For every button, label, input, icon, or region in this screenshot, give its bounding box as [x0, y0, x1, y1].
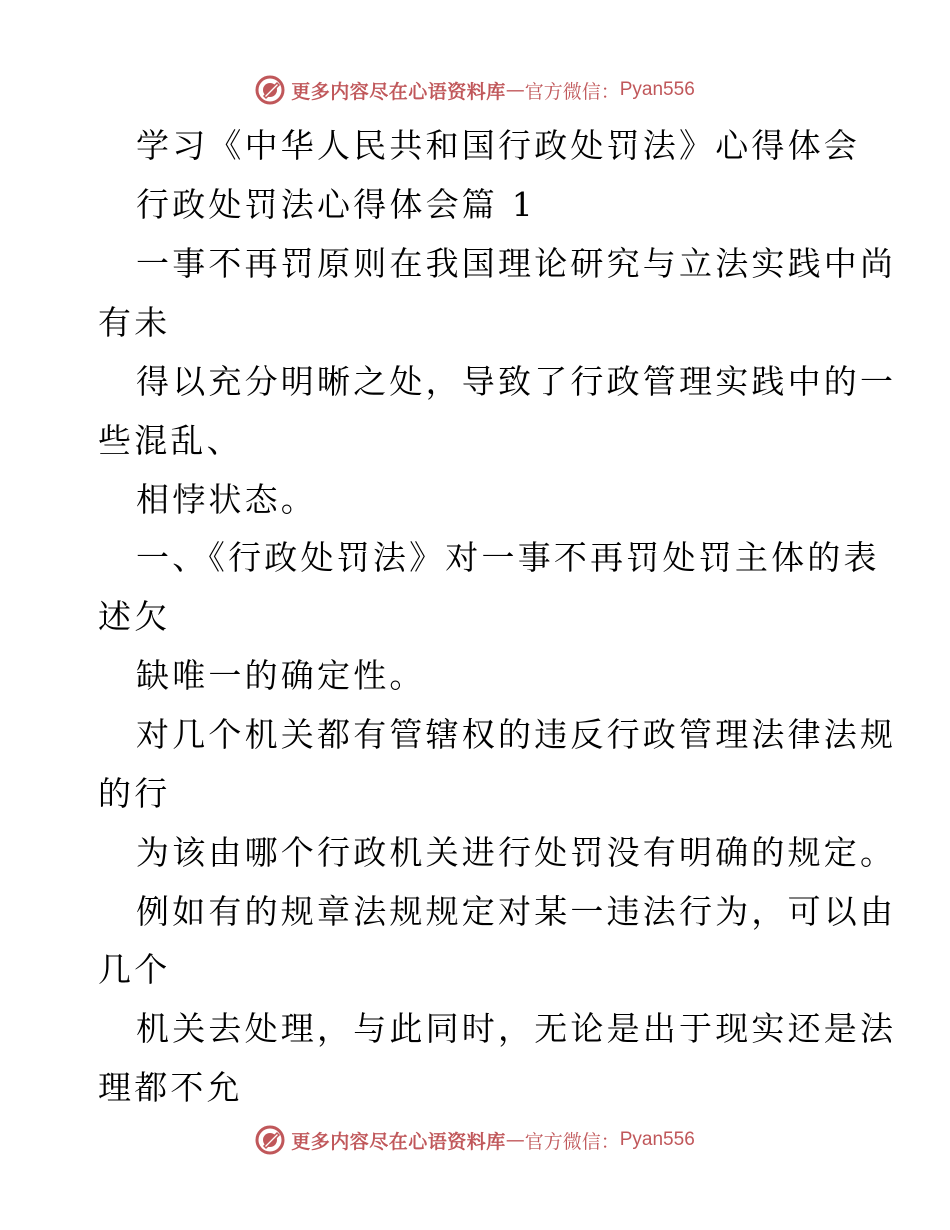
- body-line: 缺唯一的确定性。: [136, 656, 426, 695]
- body-line: 机关去处理，与此同时，无论是出于现实还是法: [136, 1009, 897, 1048]
- footer-banner-wechat-label: 官方微信：: [524, 1130, 620, 1153]
- brand-logo-icon: [255, 1125, 285, 1155]
- body-line: 一事不再罚原则在我国理论研究与立法实践中尚: [136, 244, 897, 283]
- body-line: 述欠: [98, 597, 171, 636]
- body-line: 一、《行政处罚法》对一事不再罚处罚主体的表: [136, 538, 880, 577]
- brand-logo-icon: [255, 75, 285, 105]
- footer-banner-wechat-id: Pyan556: [619, 1129, 695, 1150]
- footer-banner-text: 更多内容尽在心语资料库: [291, 1130, 506, 1153]
- footer-banner-dash: —: [505, 1129, 525, 1151]
- body-line: 例如有的规章法规规定对某一违法行为，可以由: [136, 892, 897, 931]
- body-line: 相悖状态。: [136, 480, 317, 519]
- header-banner: [0, 70, 950, 110]
- header-banner-text: 更多内容尽在心语资料库: [291, 80, 506, 103]
- section-heading: 行政处罚法心得体会篇 1: [136, 185, 536, 224]
- footer-banner: [0, 1120, 950, 1160]
- body-line: 几个: [98, 950, 171, 989]
- body-line: 理都不允: [98, 1068, 243, 1107]
- body-line: 有未: [98, 303, 171, 342]
- body-line: 得以充分明晰之处，导致了行政管理实践中的一: [136, 362, 897, 401]
- body-line: 的行: [98, 774, 171, 813]
- header-banner-wechat-id: Pyan556: [619, 79, 695, 100]
- header-banner-wechat-label: 官方微信：: [524, 80, 620, 103]
- body-line: 些混乱、: [98, 421, 243, 460]
- body-line: 为该由哪个行政机关进行处罚没有明确的规定。: [136, 833, 897, 872]
- header-banner-dash: —: [505, 79, 525, 101]
- document-title: 学习《中华人民共和国行政处罚法》心得体会: [136, 126, 860, 165]
- body-line: 对几个机关都有管辖权的违反行政管理法律法规: [136, 715, 897, 754]
